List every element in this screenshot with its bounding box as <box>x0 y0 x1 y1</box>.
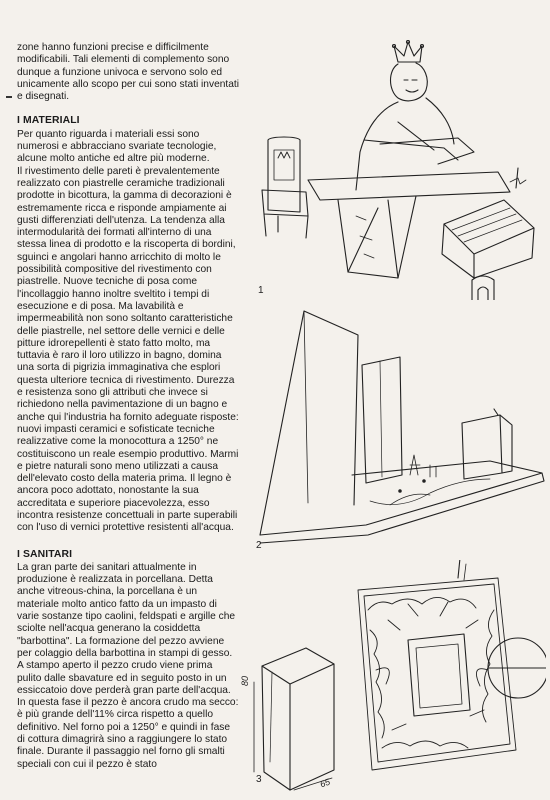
section-heading-materiali: I MATERIALI <box>17 115 80 127</box>
margin-mark <box>6 96 12 98</box>
text-column <box>17 42 239 771</box>
figure-3-dimension-base: 65 <box>318 776 332 790</box>
figure-1-number: 1 <box>258 285 264 296</box>
figure-2-number: 2 <box>256 540 262 551</box>
section-heading-sanitari: I SANITARI <box>17 548 73 560</box>
figure-1-sketch <box>248 40 546 300</box>
figure-3-sketch <box>248 560 546 796</box>
intro-paragraph: zone hanno funzioni precise e difficilmente modificabili. Tali elementi di complemento sono dunque a funzione univoca e servono solo ed unicamente allo scopo per cui sono stati inventati e disegnati. <box>17 42 239 103</box>
figure-2-sketch <box>250 305 546 545</box>
materiali-paragraph-1: Per quanto riguarda i materiali essi sono numerosi e abbracciano svariate tecnologie, alcune molto antiche ed altre più moderne. <box>17 128 217 165</box>
figure-3-number: 3 <box>256 774 262 785</box>
materiali-paragraph-2: Il rivestimento delle pareti è prevalentemente realizzato con piastrelle ceramiche tradizionali prodotte in bicottura, la gamma di decorazioni è estremamente ricca e risponde ampiamente ai gusti differenziati dell'utenza. La tendenza alla intermodularità dei formati all'interno di una stessa linea di prodotto e la riscoperta di bordini, sguinci e angolari hanno arricchito di molto le possibilità compositive del rivestimento con piastrelle. Nuove tecniche di posa come l'incollaggio hanno inoltre sveltito i tempi di esecuzione e di posa. Ma lavabilità e impermeabilità non sono soltanto caratteristiche delle piastrelle, nel settore delle vernici e delle pitture idrorepellenti è stato fatto molto, ma tuttavia è raro il loro utilizzo in bagno, domina una sorta di pigrizia immaginativa che esplori questa ulteriore tecnica di rivestimento. Durezza e resistenza sono gli attributi che invece si richiedono nella pavimentazione di un bagno e anche qui l'industria ha fornito adeguate risposte: nuovi impasti ceramici e sofisticate tecniche realizzative come la monocottura a 1250° ne costituiscono un reale esempio produttivo. Marmi e pietre naturali sono meno utilizzati a causa dell'elevato costo della materia prima. Il legno è ancora poco adottato, nonostante la sua accreditata e superiore piacevolezza, esso incontra resistenze concettuali in parte superabili con l'uso di vernici protettive resistenti all'acqua. <box>17 165 239 534</box>
sanitari-paragraph-1: La gran parte dei sanitari attualmente in produzione è realizzata in porcellana. Detta anche vitreous-china, la porcellana è un materiale molto antico fatto da un impasto di varie sostanze tipo caolini, feldspati e argille che sciolte nell'acqua generano la cosiddetta "barbottina". La formazione del pezzo avviene per colaggio della barbottina in stampi di gesso. A stampo aperto il pezzo crudo viene prima pulito dalle sbavature ed in seguito posto in un essiccatoio dove perderà gran parte dell'acqua. In questa fase il pezzo è ancora crudo ma secco: è più grande dell'11% circa rispetto a quello definitivo. Nel forno poi a 1250° e quindi in fase di cottura dimagrirà sino a raggiungere lo stato finale. Durante il passaggio nel forno gli smalti speciali con cui il pezzo è stato <box>17 561 239 770</box>
figure-3-dimension-height: 80 <box>240 675 251 687</box>
